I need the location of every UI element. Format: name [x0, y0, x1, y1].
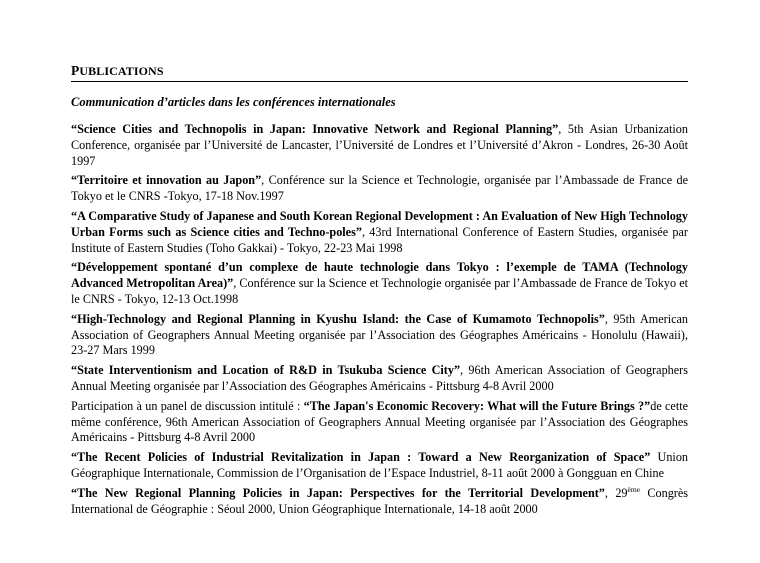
publication-entry	[71, 312, 688, 359]
publication-prefix: Participation à un panel de discussion intitulé :	[71, 398, 304, 413]
subsection-heading: Communication d’articles dans les conférences internationales	[71, 95, 396, 109]
publication-entry	[71, 173, 688, 205]
publication-details: de cette même conférence, 96th American Association of Geographers Annual Meeting organisée par l’Association des Géographes Américains - Pittsburg 4-8 Avril 2000	[71, 398, 688, 445]
heading-rest: UBLICATIONS	[79, 64, 164, 78]
publication-title: “Développement spontané d’un complexe de haute technologie dans Tokyo : l’exemple de TAMA (Technology Advanced Metropolitan Area)”	[71, 260, 688, 291]
publication-details: , 43rd International Conference of Eastern Studies, organisée par Institute of Eastern Studies (Toho Gakkai) - Tokyo, 22-23 Mai 1998	[71, 224, 688, 255]
publication-title: “The Japan's Economic Recovery: What will the Future Brings ?”	[303, 398, 651, 413]
publication-details: , 95th American Association of Geographers Annual Meeting organisée par l’Association des Géographes Américains - Honolulu (Hawaii), 23-27 Mars 1999	[71, 311, 689, 358]
publication-entry	[71, 260, 688, 307]
publication-entry	[71, 122, 688, 169]
publication-entry	[71, 209, 688, 256]
publication-details-continued: Congrès International de Géographie : Séoul 2000, Union Géographique Internationale, 14-18 août 2000	[71, 485, 689, 516]
publication-list	[71, 122, 688, 517]
heading-first-letter: P	[71, 63, 80, 78]
publication-title: “Territoire et innovation au Japon”	[71, 173, 262, 188]
publication-title: “High-Technology and Regional Planning in Kyushu Island: the Case of Kumamoto Technopolis”	[71, 311, 605, 326]
publication-title: “The Recent Policies of Industrial Revitalization in Japan : Toward a New Reorganization of Space”	[71, 450, 651, 465]
publication-title: “The New Regional Planning Policies in Japan: Perspectives for the Territorial Development”	[71, 485, 605, 500]
publication-title: “A Comparative Study of Japanese and South Korean Regional Development : An Evaluation of New High Technology Urban Forms such as Science cities and Techno-poles”	[71, 208, 688, 239]
publication-title: “Science Cities and Technopolis in Japan: Innovative Network and Regional Planning”	[71, 122, 559, 136]
publication-details: , 96th American Association of Geographers Annual Meeting organisée par l’Association des Géographes Américains - Pittsburg 4-8 Avril 2000	[71, 363, 688, 393]
publication-title: “State Interventionism and Location of R&D in Tsukuba Science City”	[71, 363, 461, 378]
publication-entry	[71, 486, 688, 518]
publication-details: , Conférence sur la Science et Technologie, organisée par l’Ambassade de France de Tokyo et le CNRS -Tokyo, 17-18 Nov.1997	[71, 173, 688, 204]
publication-details: , 5th Asian Urbanization Conference, organisée par l’Université de Lancaster, l’Université de Londres et l’Université d’Akron - Londres, 26-30 Août 1997	[71, 122, 688, 168]
section-heading	[71, 63, 688, 82]
publication-entry	[71, 363, 688, 395]
publication-entry	[71, 450, 688, 482]
publication-details: , 29	[604, 485, 628, 500]
publication-details: , Conférence sur la Science et Technologie organisée par l’Ambassade de France de Tokyo et le CNRS - Tokyo, 12-13 Oct.1998	[71, 276, 688, 306]
ordinal-superscript: ème	[627, 484, 641, 494]
publication-details: Union Géographique Internationale, Commission de l’Organisation de l’Espace Industriel, 8-11 août 2000 à Gongguan en Chine	[71, 450, 688, 480]
publication-entry	[71, 399, 688, 446]
document-page	[71, 63, 688, 521]
